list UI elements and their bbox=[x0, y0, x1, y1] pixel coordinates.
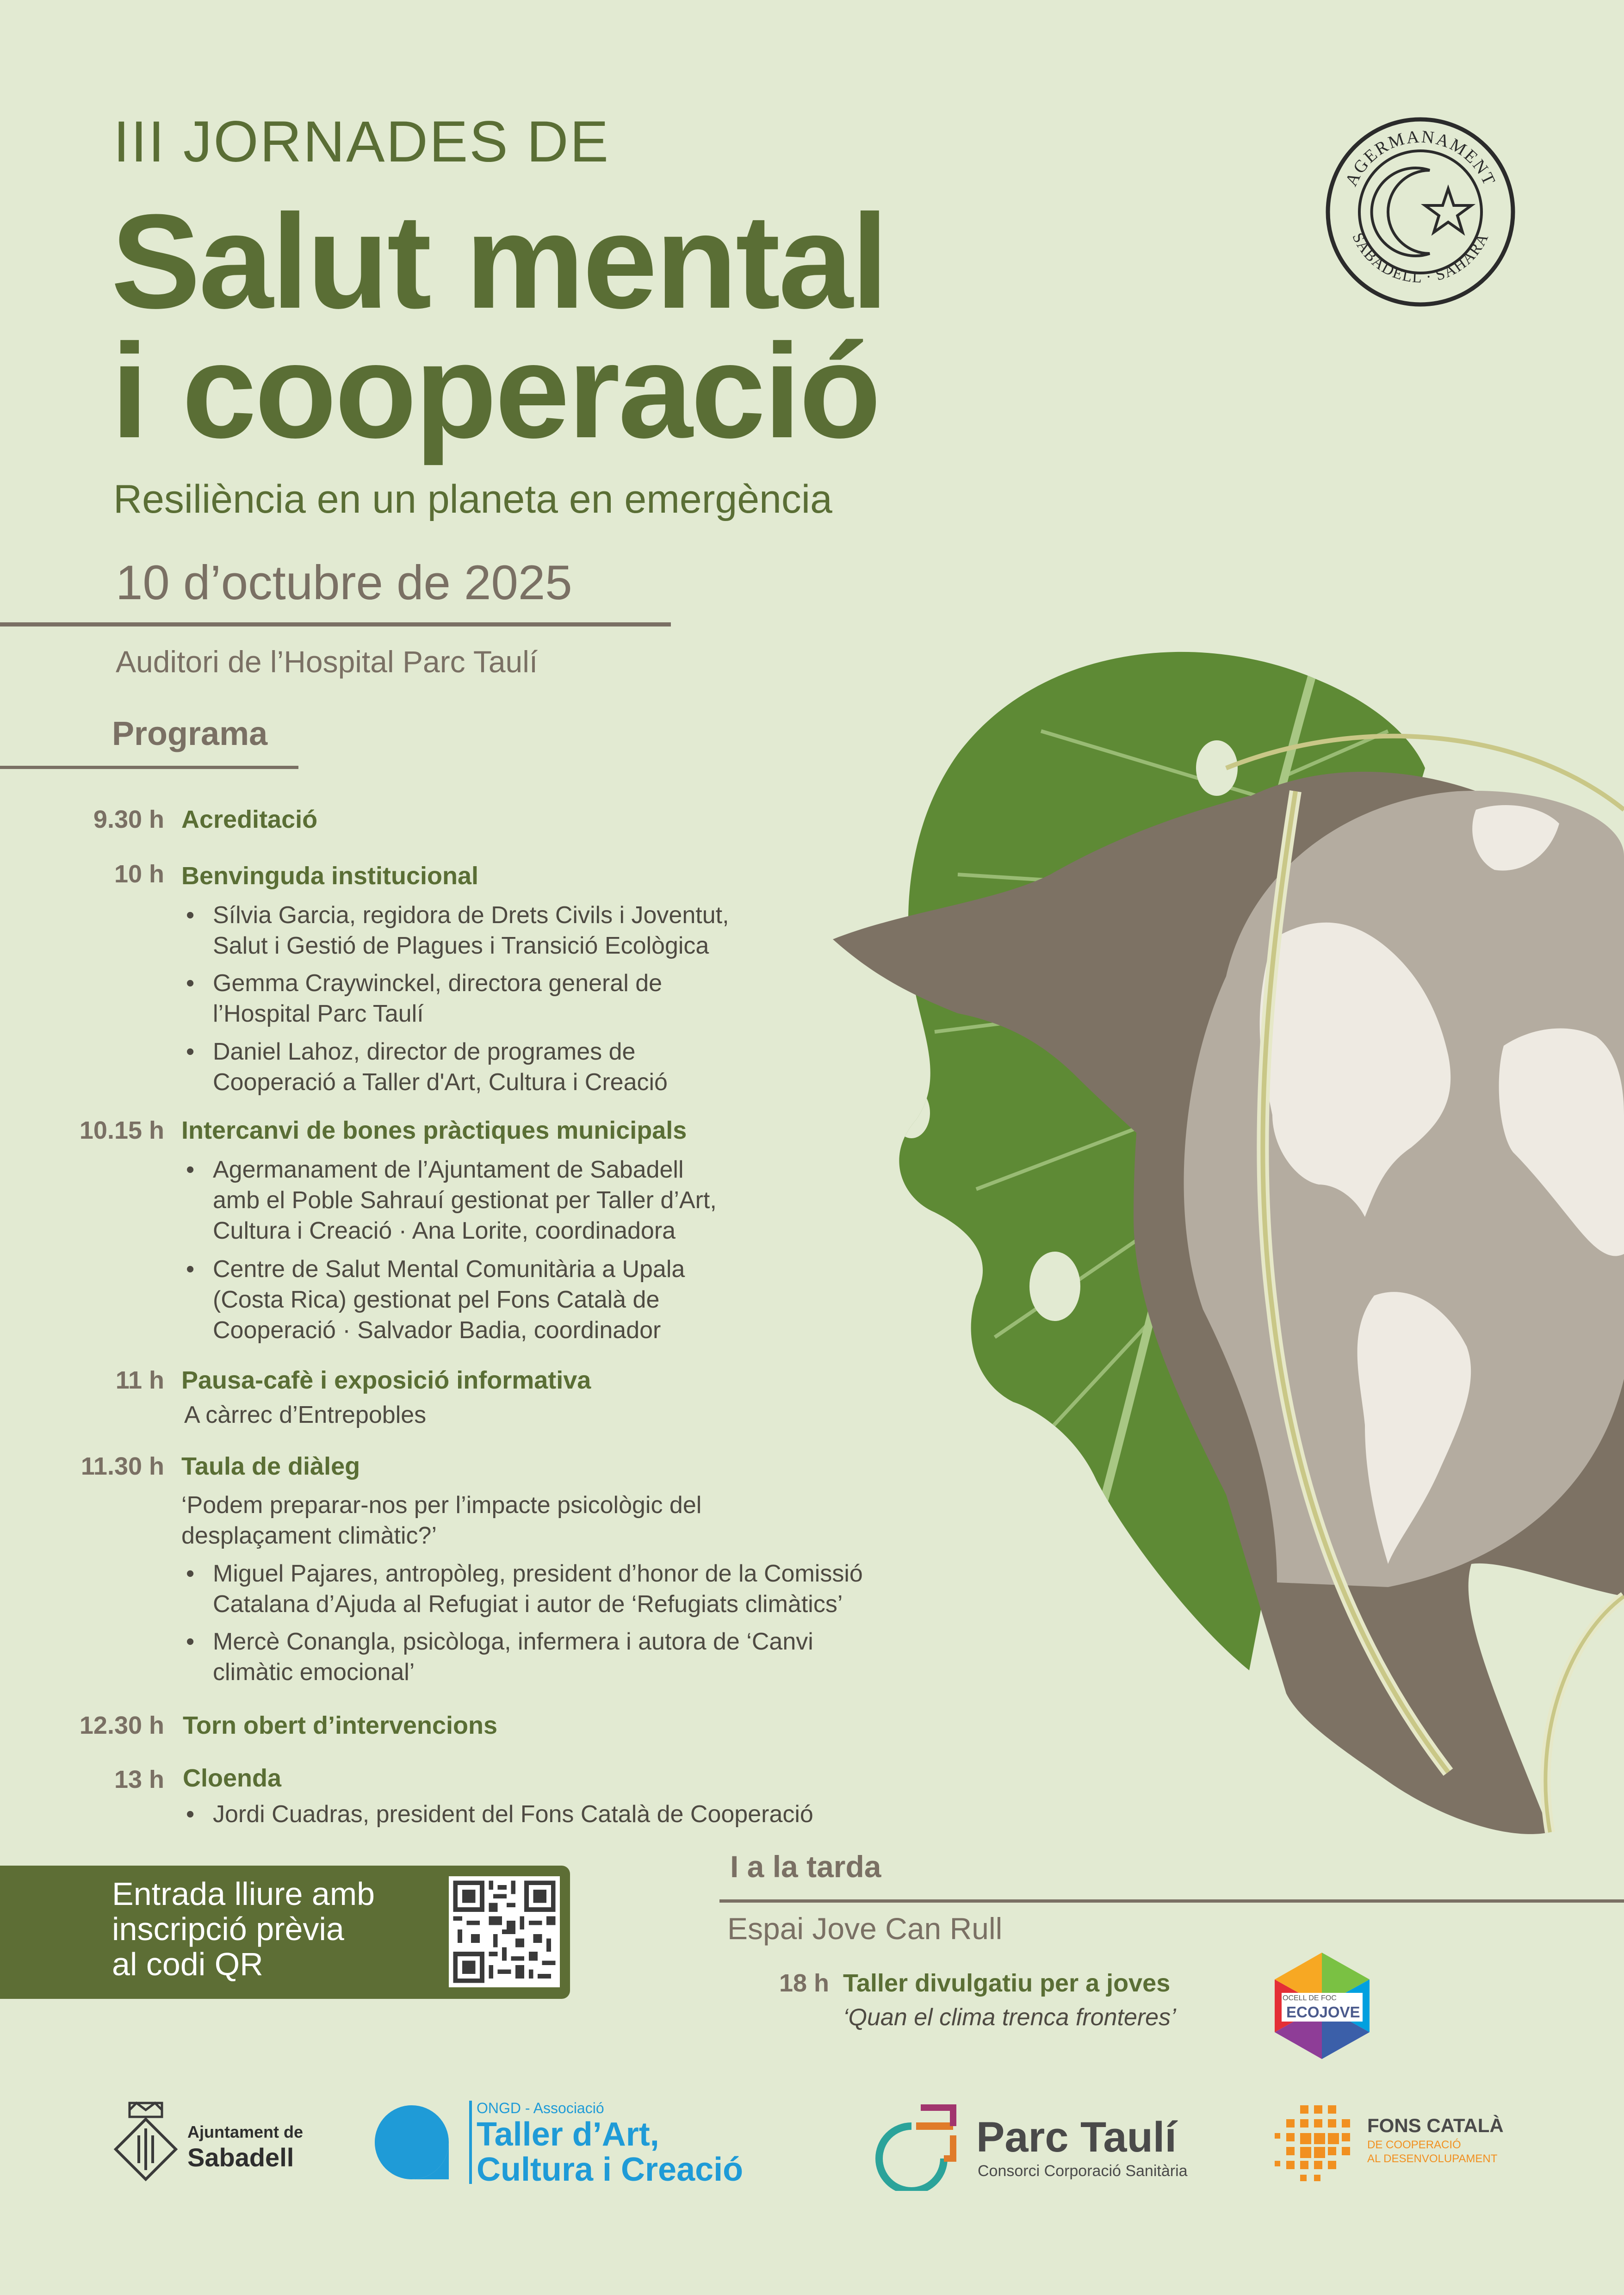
item-time: 11.30 h bbox=[81, 1452, 164, 1480]
list-item: • Daniel Lahoz, director de programes de Cooperació a Taller d'Art, Cultura i Creació bbox=[213, 1036, 668, 1098]
bullet-line: Salut i Gestió de Plagues i Transició Ecològica bbox=[213, 932, 709, 959]
qr-code[interactable] bbox=[449, 1876, 560, 1987]
divider bbox=[469, 2101, 472, 2184]
bullet-line: Daniel Lahoz, director de programes de bbox=[213, 1038, 636, 1065]
registration-line: al codi QR bbox=[112, 1946, 263, 1982]
program-heading: Programa bbox=[112, 715, 268, 752]
ecojove-text: ECOJOVE bbox=[1286, 2003, 1360, 2021]
ecojove-small-text: OCELL DE FOC bbox=[1283, 1994, 1337, 2002]
item-quote bbox=[181, 1490, 701, 1551]
registration-text bbox=[112, 1876, 436, 1982]
divider bbox=[719, 1899, 1624, 1903]
item-time: 10.15 h bbox=[79, 1116, 164, 1144]
bullet-line: (Costa Rica) gestionat pel Fons Català de bbox=[213, 1286, 660, 1313]
bullet-line: Cultura i Creació · Ana Lorite, coordinadora bbox=[213, 1217, 676, 1244]
divider bbox=[0, 766, 298, 769]
item-time: 9.30 h bbox=[93, 806, 164, 833]
item-time: 12.30 h bbox=[79, 1712, 164, 1739]
list-item: • Miguel Pajares, antropòleg, president d’honor de la Comissió Catalana d’Ajuda al Refugiat i autor de ‘Refugiats climàtics’ bbox=[213, 1558, 863, 1619]
registration-line: Entrada lliure amb bbox=[112, 1876, 375, 1912]
seal-top-text: AGERMANAMENT bbox=[1341, 127, 1500, 189]
title-line-2: i cooperació bbox=[111, 316, 880, 466]
item-subtitle: ‘Quan el clima trenca fronteres’ bbox=[843, 2004, 1176, 2031]
fons-catala-text-2: DE COOPERACIÓ bbox=[1367, 2139, 1461, 2151]
subtitle: Resiliència en un planeta en emergència bbox=[113, 477, 832, 521]
registration-line: inscripció prèvia bbox=[112, 1911, 344, 1947]
bullet-line: Jordi Cuadras, president del Fons Català de Cooperació bbox=[213, 1801, 813, 1828]
bullet-line: l’Hospital Parc Taulí bbox=[213, 1000, 424, 1027]
item-time: 13 h bbox=[114, 1766, 164, 1793]
bullet-line: Mercè Conangla, psicòloga, infermera i autora de ‘Canvi bbox=[213, 1628, 813, 1655]
sabadell-text-2: Sabadell bbox=[187, 2143, 294, 2172]
taller-tag: ONGD - Associació bbox=[477, 2100, 604, 2116]
list-item: • Sílvia Garcia, regidora de Drets Civils i Joventut, Salut i Gestió de Plagues i Transició Ecològica bbox=[213, 900, 729, 961]
bullet-line: amb el Poble Sahrauí gestionat per Taller d’Art, bbox=[213, 1187, 717, 1214]
afternoon-heading: I a la tarda bbox=[730, 1849, 881, 1884]
sabadell-text-1: Ajuntament de bbox=[187, 2122, 304, 2141]
item-title: Torn obert d’intervencions bbox=[183, 1712, 498, 1739]
taller-icon bbox=[370, 2096, 463, 2189]
list-item: • Centre de Salut Mental Comunitària a Upala (Costa Rica) gestionat pel Fons Català de Cooperació · Salvador Badia, coordinador bbox=[213, 1254, 685, 1346]
bullet-line: Agermanament de l’Ajuntament de Sabadell bbox=[213, 1156, 684, 1183]
sabadell-crest-icon bbox=[111, 2098, 180, 2182]
crescent-icon bbox=[1372, 168, 1430, 256]
seal-graphic bbox=[1323, 115, 1518, 309]
bullet-line: Cooperació · Salvador Badia, coordinador bbox=[213, 1317, 661, 1344]
event-venue: Auditori de l’Hospital Parc Taulí bbox=[116, 645, 538, 679]
fons-catala-text-1: FONS CATALÀ bbox=[1367, 2115, 1504, 2136]
fons-catala-logo bbox=[1272, 2101, 1605, 2189]
parc-tauli-subtext: Consorci Corporació Sanitària bbox=[978, 2162, 1188, 2180]
item-title: Intercanvi de bones pràctiques municipals bbox=[181, 1116, 687, 1144]
star-icon bbox=[1425, 189, 1471, 232]
item-title: Acreditació bbox=[181, 806, 318, 833]
bullet-line: climàtic emocional’ bbox=[213, 1659, 415, 1686]
fons-catala-icon bbox=[1272, 2101, 1360, 2189]
parc-tauli-text: Parc Taulí bbox=[976, 2114, 1177, 2161]
sabadell-logo bbox=[111, 2098, 324, 2182]
item-title: Taller divulgatiu per a joves bbox=[843, 1969, 1171, 1997]
list-item: • Agermanament de l’Ajuntament de Sabadell amb el Poble Sahrauí gestionat per Taller d’Art, Cultura i Creació · Ana Lorite, coordinadora bbox=[213, 1154, 717, 1246]
quote-line: ‘Podem preparar-nos per l’impacte psicològic del bbox=[181, 1492, 702, 1519]
agermanament-seal bbox=[1323, 115, 1518, 309]
item-title: Taula de diàleg bbox=[181, 1452, 360, 1480]
item-title: Cloenda bbox=[183, 1764, 282, 1792]
bullet-line: Miguel Pajares, antropòleg, president d’honor de la Comissió bbox=[213, 1560, 863, 1587]
bullet-line: Catalana d’Ajuda al Refugiat i autor de ‘Refugiats climàtics’ bbox=[213, 1591, 843, 1618]
seal-bottom-text: SABADELL · SAHARA bbox=[1349, 230, 1492, 286]
taller-logo bbox=[370, 2096, 814, 2189]
bullet-line: Gemma Craywinckel, directora general de bbox=[213, 970, 663, 997]
list-item: • Mercè Conangla, psicòloga, infermera i autora de ‘Canvi climàtic emocional’ bbox=[213, 1626, 813, 1687]
item-time: 10 h bbox=[114, 860, 164, 888]
parc-tauli-logo bbox=[865, 2098, 1235, 2191]
afternoon-venue: Espai Jove Can Rull bbox=[727, 1911, 1003, 1946]
quote-line: desplaçament climàtic?’ bbox=[181, 1522, 437, 1549]
item-title: Pausa-cafè i exposició informativa bbox=[181, 1366, 591, 1394]
list-item: • Jordi Cuadras, president del Fons Català de Cooperació bbox=[213, 1799, 813, 1830]
title-line-1: Salut mental bbox=[111, 186, 887, 336]
fons-catala-text-3: AL DESENVOLUPAMENT bbox=[1367, 2152, 1498, 2165]
taller-text-1: Taller d’Art, bbox=[477, 2116, 659, 2153]
bullet-line: Centre de Salut Mental Comunitària a Upala bbox=[213, 1256, 685, 1283]
head-globe-illustration bbox=[717, 615, 1624, 1842]
svg-text:SABADELL · SAHARA bbox=[1349, 230, 1492, 286]
item-note: A càrrec d’Entrepobles bbox=[184, 1402, 427, 1428]
item-title: Benvinguda institucional bbox=[181, 862, 479, 890]
taller-text-2: Cultura i Creació bbox=[477, 2151, 744, 2188]
list-item: • Gemma Craywinckel, directora general de l’Hospital Parc Taulí bbox=[213, 968, 662, 1029]
qr-icon bbox=[449, 1876, 560, 1987]
divider bbox=[0, 622, 671, 626]
event-date: 10 d’octubre de 2025 bbox=[116, 556, 572, 610]
bullet-line: Sílvia Garcia, regidora de Drets Civils i Joventut, bbox=[213, 902, 729, 929]
bullet-line: Cooperació a Taller d'Art, Cultura i Creació bbox=[213, 1069, 668, 1096]
ecojove-logo bbox=[1272, 1950, 1372, 2061]
parc-tauli-icon bbox=[865, 2098, 958, 2191]
pre-title: III JORNADES DE bbox=[113, 110, 610, 174]
item-time: 11 h bbox=[115, 1366, 164, 1394]
item-time: 18 h bbox=[779, 1969, 829, 1997]
